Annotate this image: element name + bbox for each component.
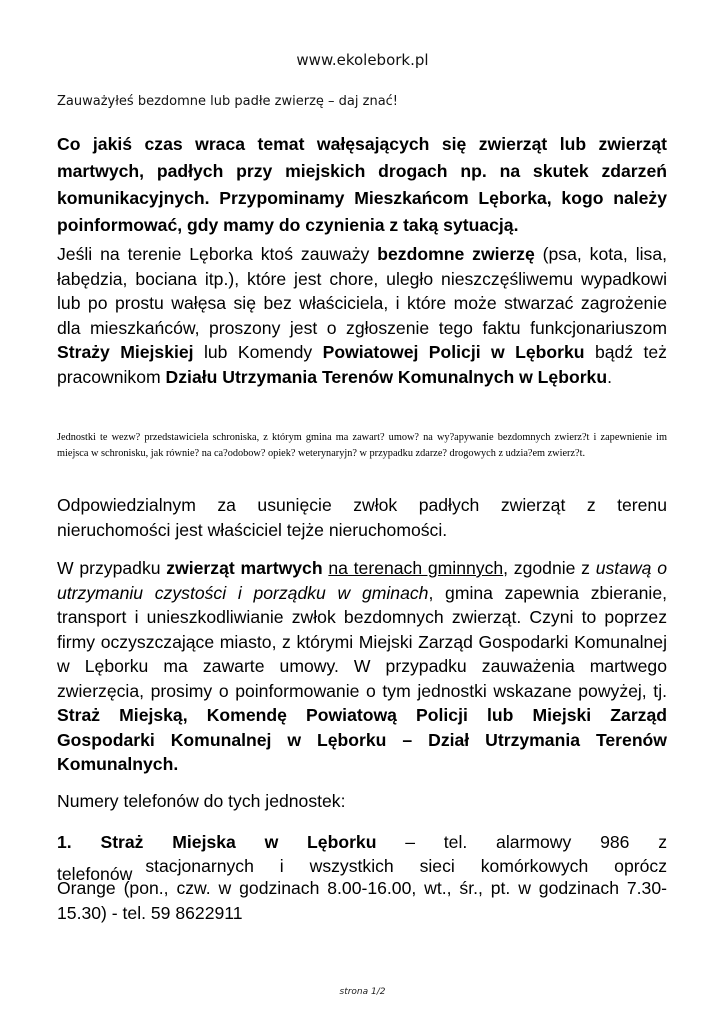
site-url[interactable]: www.ekolebork.pl xyxy=(296,51,429,69)
phone-item-1-line-1 xyxy=(57,830,667,855)
intro-bold-department: Działu Utrzymania Terenów Komunalnych w Lęborku xyxy=(165,366,608,387)
phones-heading: Numery telefonów do tych jednostek: xyxy=(57,791,346,811)
phone-item-1 xyxy=(57,830,667,925)
intro-bold-city-guard: Straży Miejskiej xyxy=(57,342,194,362)
dead-text-1: W przypadku xyxy=(57,558,167,578)
phone-item-1-text-5: z xyxy=(658,832,667,852)
intro-bold-homeless-animal: bezdomne zwierzę xyxy=(377,244,535,264)
phone-item-1-text-1: – xyxy=(405,832,416,852)
owner-paragraph: Odpowiedzialnym za usunięcie zwłok padłych zwierząt z terenu nieruchomości jest właściciel tejże nieruchomości. xyxy=(57,495,667,540)
phone-item-1-word-4: Lęborku xyxy=(307,832,377,852)
phone-item-1-text-3: alarmowy xyxy=(496,832,572,852)
phone-item-1-word-1: Straż xyxy=(100,832,144,852)
phone-item-1-line-2-right: stacjonarnych i wszystkich sieci komórkowych oprócz xyxy=(145,855,667,876)
page-footer: strona 1/2 xyxy=(339,987,386,997)
intro-bold-police: Powiatowej Policji w Lęborku xyxy=(322,342,585,362)
intro-text-2: (psa, kota, lisa, łabędzia, bociana itp.), które jest chore, uległo nieszczęśliwemu wypadkowi lub po prostu wałęsa się bez właściciela, i które może stwarzać zagrożenie dla mieszkańców, proszony jest o zgłoszenie tego faktu funkcjonariuszom xyxy=(57,244,667,338)
phone-item-1-rest: Orange (pon., czw. w godzinach 8.00-16.00, wt., śr., pt. w godzinach 7.30-15.30) - tel. 59 8622911 xyxy=(57,878,667,923)
phone-item-1-text-4: 986 xyxy=(600,832,630,852)
dead-text-4: , gmina zapewnia zbieranie, transport i unieszkodliwianie zwłok bezdomnych zwierząt. Czyni to poprzez firmy oczyszczające miasto, z którymi Miejski Zarząd Gospodarki Komunalnej w Lęborku ma zawarte umowy. W przypadku zauważenia martwego zwierzęcia, prosimy o poinformowanie o tym jednostki wskazane powyżej, tj. xyxy=(57,582,668,701)
lead-paragraph: Co jakiś czas wraca temat wałęsających się zwierząt lub zwierząt martwych, padłych przy miejskich drogach np. na skutek zdarzeń komunikacyjnych. Przypominamy Mieszkańcom Lęborka, kogo należy poinformować, gdy mamy do czynienia z taką sytuacją. xyxy=(57,134,667,235)
phone-item-1-word-2: Miejska xyxy=(172,832,236,852)
dead-bold-units: Straż Miejską, Komendę Powiatową Policji lub Miejski Zarząd Gospodarki Komunalnej w Lęborku – Dział Utrzymania Terenów Komunalnych. xyxy=(57,705,667,774)
dead-animals-paragraph xyxy=(57,556,667,777)
intro-text-5: . xyxy=(607,366,612,387)
phone-item-1-number: 1. xyxy=(57,832,72,852)
dead-text-3: , zgodnie z xyxy=(503,558,596,578)
intro-text-4: bądź też pracownikom xyxy=(57,342,667,387)
phone-item-1-line-2-left: telefonów xyxy=(57,863,133,884)
intro-text-3: lub Komendy xyxy=(193,342,323,362)
dead-bold-dead-animals: zwierząt martwych xyxy=(166,558,323,578)
intro-paragraph xyxy=(57,242,667,389)
small-note: Jednostki te wezw? przedstawiciela schroniska, z którym gmina ma zawart? umow? na wy?apywanie bezdomnych zwierz?t i zapewnienie im miejsca w schronisku, jak równie? na ca?odobow? opiek? weterynaryjn? w przypadku zdarze? drogowych z udzia?em zwierz?t. xyxy=(57,432,667,459)
phone-item-1-text-2: tel. xyxy=(443,832,468,852)
dead-italic-act: ustawą o utrzymaniu czystości i porządku w gminach xyxy=(57,558,667,603)
intro-text-1: Jeśli na terenie Lęborka ktoś zauważy xyxy=(57,244,378,264)
notice-title: Zauważyłeś bezdomne lub padłe zwierzę – daj znać! xyxy=(57,94,399,109)
phone-item-1-line-2 xyxy=(57,854,667,884)
phone-item-1-word-3: w xyxy=(264,832,279,852)
dead-underline-municipal-areas: na terenach gminnych xyxy=(328,558,504,578)
